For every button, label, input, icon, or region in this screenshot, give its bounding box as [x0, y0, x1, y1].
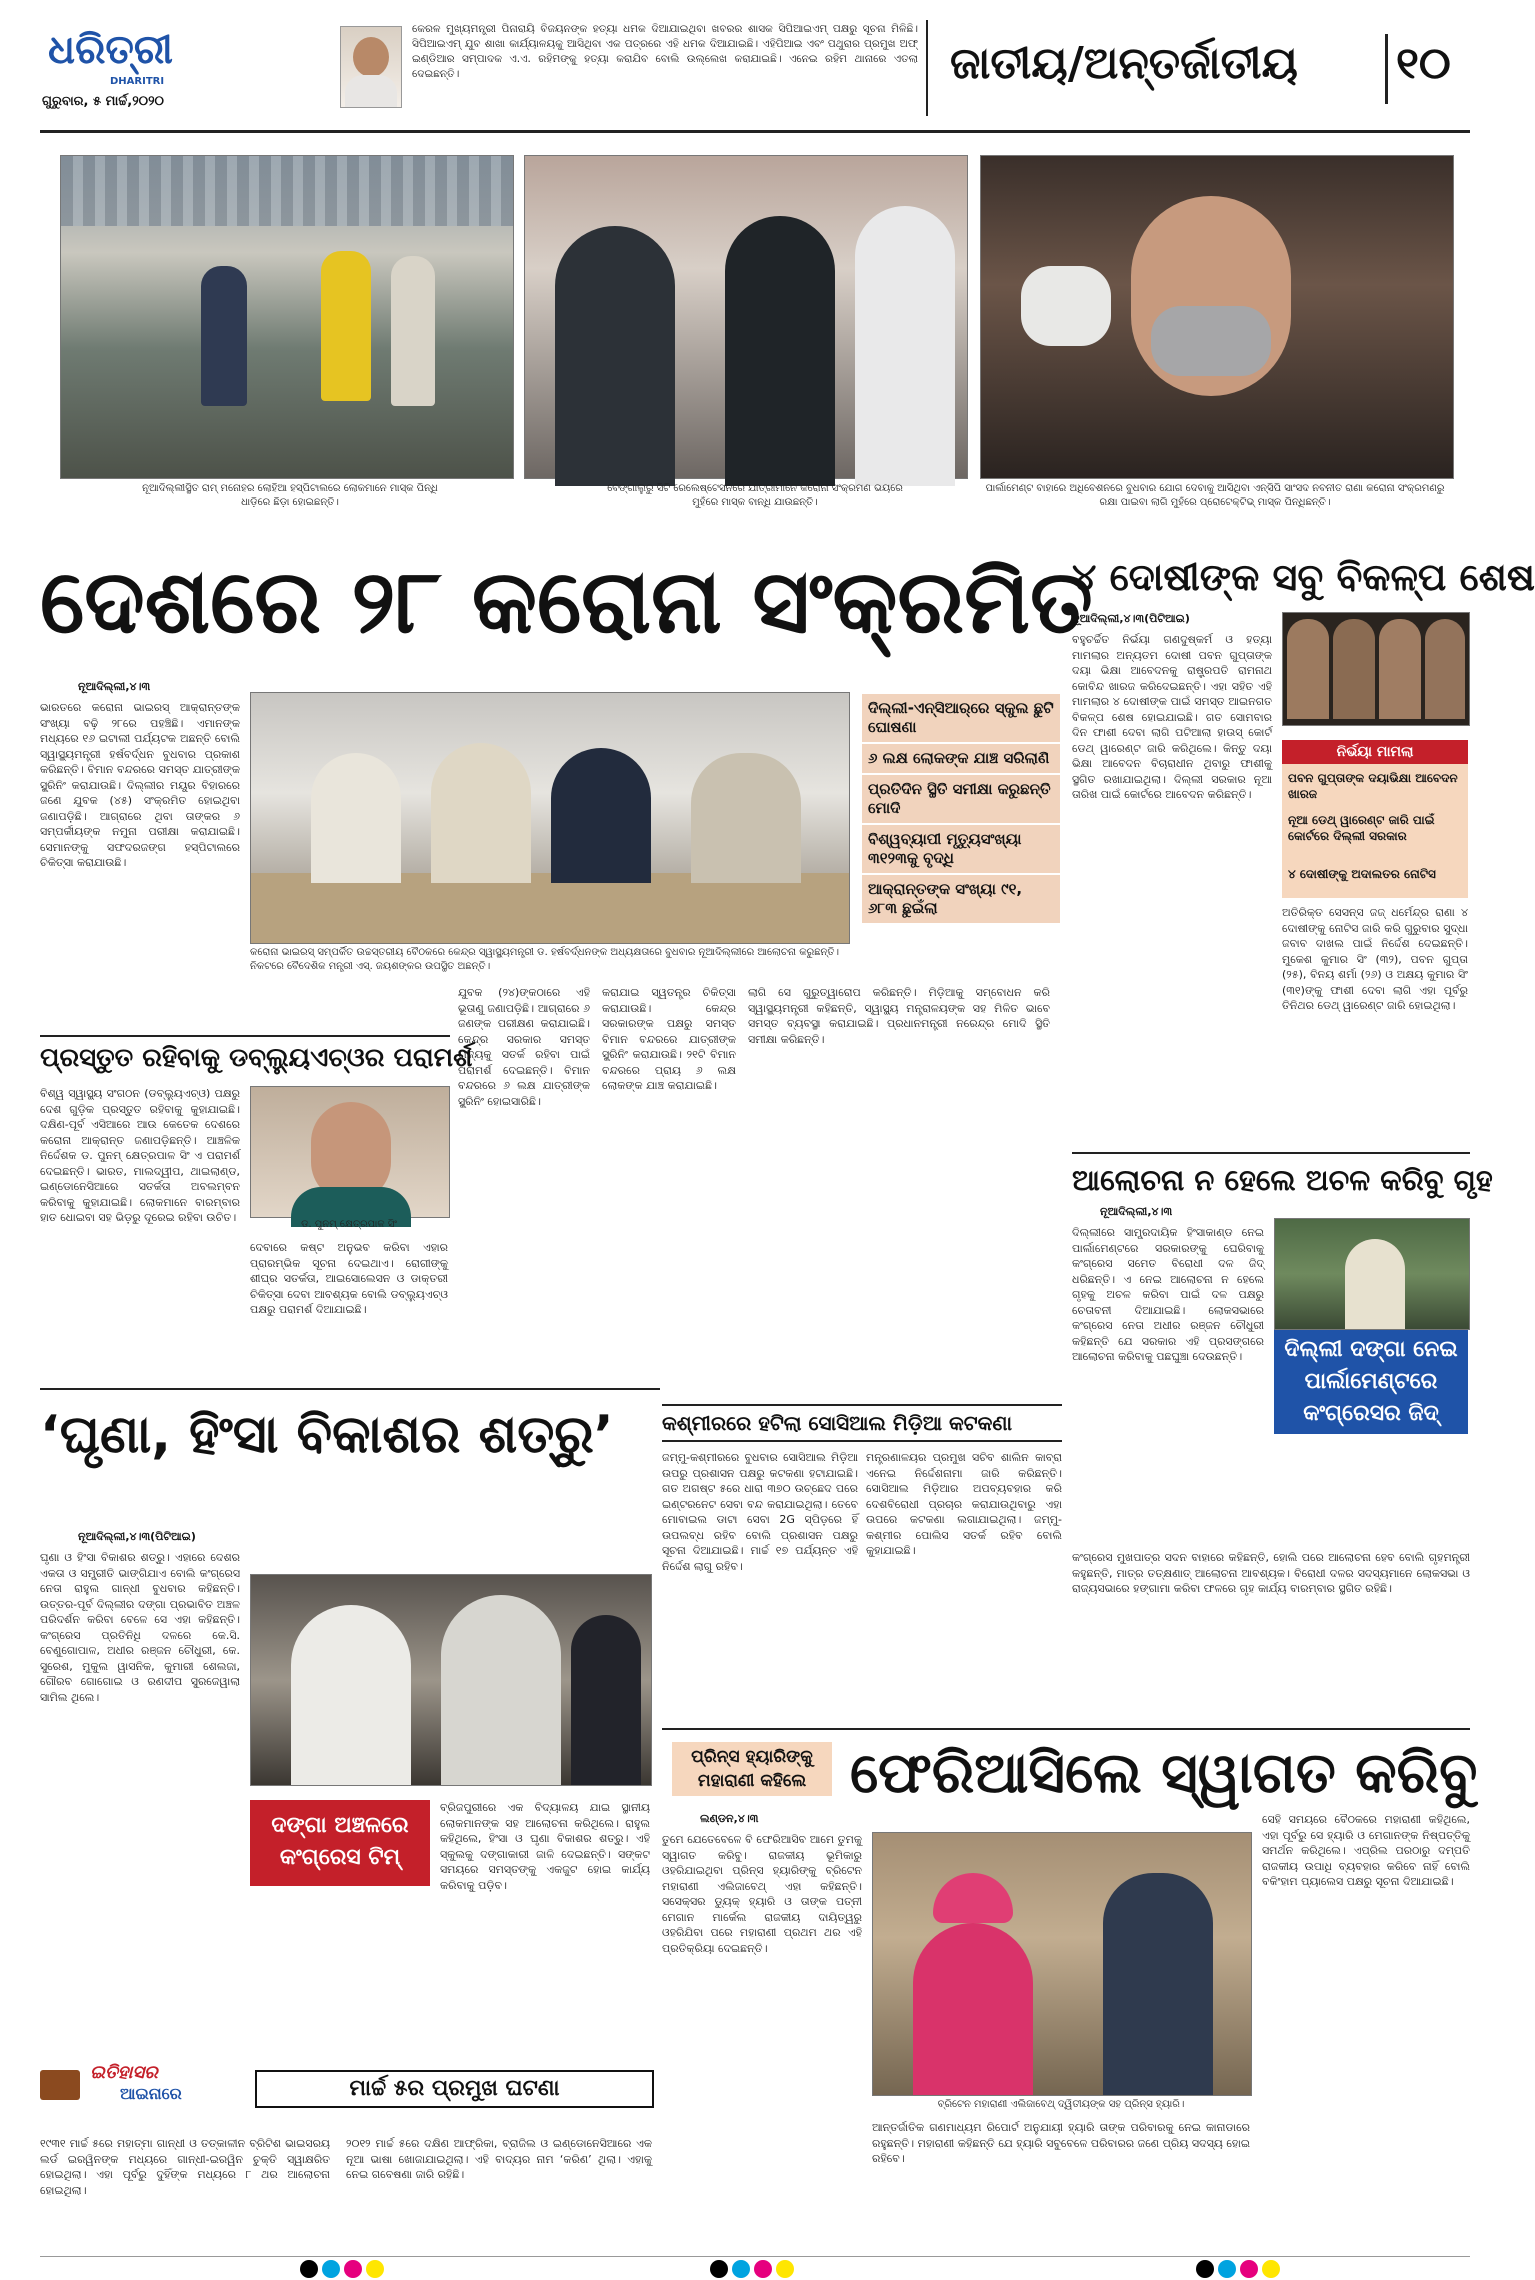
kashmir-body-2: ମନ୍ତ୍ରଣାଳୟର ପ୍ରମୁଖ ସଚିବ ଶାଲିନ କାବ୍ରା ଏନେଇ ନିର୍ଦ୍ଦେଶନାମା ଜାରି କରିଛନ୍ତି। ସୋସିଆଲ ମିଡ଼ିଆର ଅପବ୍ୟବହାର କରି ଦେଶବିରୋଧୀ ପ୍ରଚାର କରାଯାଉଥିବାରୁ ଏହା ଉପରେ କଟକଣା ଲଗାଯାଇଥିଲା। ଜମ୍ମୁ-କଶ୍ମୀର ପୋଲିସ ସତର୍କ ରହିବ ବୋଲି କୁହାଯାଇଛି। [866, 1451, 1062, 1557]
kashmir-headline: କଶ୍ମୀରରେ ହଟିଲା ସୋସିଆଲ ମିଡ଼ିଆ କଟକଣା [662, 1404, 1062, 1442]
harry-body: ତୁମେ ଯେତେବେଳେ ବି ଫେରିଆସିବ ଆମେ ତୁମକୁ ସ୍ୱାଗତ କରିବୁ। ରାଜକୀୟ ଭୂମିକାରୁ ଓହରିଯାଇଥିବା ପ୍ରିନ୍ସ ହ୍ୟାରିଙ୍କୁ ବ୍ରିଟେନ ମହାରାଣୀ ଏଲିଜାବେଥ୍ ଏହା କହିଛନ୍ତି। ସସେକ୍ସର ଡ୍ୟୁକ୍ ହ୍ୟାରି ଓ ତାଙ୍କ ପତ୍ନୀ ମେଗାନ ମାର୍କେଲ ରାଜକୀୟ ଦାୟିତ୍ୱରୁ ଓହରିଯିବା ପରେ ମହାରାଣୀ ପ୍ରଥମ ଥର ଏହି ପ୍ରତିକ୍ରିୟା ଦେଇଛନ୍ତି। [662, 1833, 862, 1955]
who-headline: ପ୍ରସ୍ତୁତ ରହିବାକୁ ଡବ୍ଲ୍ୟୁଏଚ୍‌ଓର ପରାମର୍ଶ [40, 1043, 473, 1073]
history-title: ମାର୍ଚ୍ଚ ୫ର ପ୍ରମୁଖ ଘଟଣା [255, 2070, 654, 2108]
highlight-2: ୬ ଲକ୍ଷ ଲୋକଙ୍କ ଯାଞ୍ଚ ସରିଲାଣି [862, 744, 1060, 775]
photo-caption-3: ପାର୍ଲାମେଣ୍ଟ ବାହାରେ ଅଧିବେଶନରେ ବୁଧବାର ଯୋଗ ଦେବାକୁ ଆସିଥିବା ଏନ୍‌ସିପି ସାଂସଦ ନବନୀତ ରାଣା କରୋନା ସଂକ୍ରମଣରୁ ରକ୍ଷା ପାଇବା ଲାଗି ମୁହଁରେ ପ୍ରୋଟେକ୍ଟିଭ୍ ମାସ୍କ ପିନ୍ଧିଛନ୍ତି। [985, 483, 1445, 508]
page-number: ୧୦ [1396, 38, 1451, 89]
hate-photo [250, 1574, 652, 1786]
history-banner [40, 2062, 652, 2108]
harry-photo-caption: ବ୍ରିଟେନ ମହାରାଣୀ ଏଲିଜାବେଥ୍ ଦ୍ୱିତୀୟଙ୍କ ସହ ପ୍ରିନ୍ସ ହ୍ୟାରି। [937, 2099, 1185, 2110]
who-body-2: ଦେବାରେ କଷ୍ଟ ଅନୁଭବ କରିବା ଏହାର ପ୍ରାରମ୍ଭିକ ସୂଚନା ଦେଇଥାଏ। ରୋଗୀଙ୍କୁ ଶୀଘ୍ର ସତର୍କତା, ଆଇସୋଲେସନ ଓ ଡାକ୍ତରୀ ଚିକିତ୍ସା ଦେବା ଆବଶ୍ୟକ ବୋଲି ଡବ୍ଲ୍ୟୁଏଚ୍‌ଓ ପକ୍ଷରୁ ପରାମର୍ଶ ଦିଆଯାଇଛି। [250, 1241, 448, 1316]
issue-date: ଗୁରୁବାର, ୫ ମାର୍ଚ୍ଚ,୨୦୨୦ [42, 94, 164, 109]
lead-col-3: କରାଯାଇ ସ୍ୱତନ୍ତ୍ର ଚିକିତ୍ସା କରାଯାଉଛି। କେନ୍ଦ୍ର ସରକାରଙ୍କ ପକ୍ଷରୁ ସମସ୍ତ ବିମାନ ବନ୍ଦରରେ ଯାତ୍ରୀଙ୍କ ସ୍କ୍ରିନିଂ କରାଯାଉଛି। ୨୧ଟି ବିମାନ ବନ୍ଦରରେ ପ୍ରାୟ ୬ ଲକ୍ଷ ଲୋକଙ୍କ ଯାଞ୍ଚ କରାଯାଇଛି। [602, 986, 736, 1092]
convict-photos [1282, 612, 1470, 726]
who-body: ବିଶ୍ୱ ସ୍ୱାସ୍ଥ୍ୟ ସଂଗଠନ (ଡବ୍ଲ୍ୟୁଏଚ୍‌ଓ) ପକ୍ଷରୁ ଦେଶ ଗୁଡ଼ିକ ପ୍ରସ୍ତୁତ ରହିବାକୁ କୁହାଯାଇଛି। ଦକ୍ଷିଣ-ପୂର୍ବ ଏସିଆରେ ଆଉ କେତେକ ଦେଶରେ କରୋନା ଆକ୍ରାନ୍ତ ଜଣାପଡ଼ିଛନ୍ତି। ଆଞ୍ଚଳିକ ନିର୍ଦ୍ଦେଶକ ଡ. ପୁନମ୍ କ୍ଷେତ୍ରପାଳ ସିଂ ଏ ପରାମର୍ଶ ଦେଇଛନ୍ତି। ଭାରତ, ମାଲଦ୍ୱୀପ, ଥାଇଲାଣ୍ଡ, ଇଣ୍ଡୋନେସିଆରେ ସତର୍କତା ଅବଲମ୍ବନ କରିବାକୁ କୁହାଯାଇଛି। ଲୋକମାନେ ବାରମ୍ବାର ହାତ ଧୋଇବା ସହ ଭିଡ଼ରୁ ଦୂରେଇ ରହିବା ଉଚିତ। [40, 1087, 240, 1224]
history-item-1: ୧୯୩୧ ମାର୍ଚ୍ଚ ୫ରେ ମହାତ୍ମା ଗାନ୍ଧୀ ଓ ତତ୍କାଳୀନ ବ୍ରିଟିଶ ଭାଇସରୟ ଲର୍ଡ ଇରୱିନଙ୍କ ମଧ୍ୟରେ ଗାନ୍ଧୀ-ଇରୱିନ ଚୁକ୍ତି ସ୍ୱାକ୍ଷରିତ ହୋଇଥିଲା। ଏହା ପୂର୍ବରୁ ଦୁହିଁଙ୍କ ମଧ୍ୟରେ ୮ ଥର ଆଲୋଚନା ହୋଇଥିଲା। [40, 2137, 330, 2197]
nirbhaya-box [1282, 740, 1468, 898]
photo-caption-1: ନୂଆଦିଲ୍ଲୀସ୍ଥିତ ରାମ୍ ମନୋହର ଲୋହିଆ ହସ୍ପିଟାଲରେ ଲୋକମାନେ ମାସ୍କ ପିନ୍ଧି ଧାଡ଼ିରେ ଛିଡ଼ା ହୋଇଛନ୍ତି। [142, 483, 438, 508]
photo-hospital-queue [60, 155, 514, 479]
photo-mp-mask [980, 155, 1454, 479]
hate-headline: ‘ଘୃଣା, ହିଂସା ବିକାଶର ଶତ୍ରୁ’ [40, 1405, 614, 1465]
logo [40, 20, 200, 120]
hate-box: ଦଙ୍ଗା ଅଞ୍ଚଳରେ କଂଗ୍ରେସ ଟିମ୍ [250, 1800, 430, 1886]
harry-kicker: ପ୍ରିନ୍ସ ହ୍ୟାରିଙ୍କୁ ମହାରାଣୀ କହିଲେ [672, 1742, 832, 1796]
lead-headline: ଦେଶରେ ୨୮ କରୋନା ସଂକ୍ରମିତ [40, 550, 1093, 653]
nirbhaya-box-item-3: ୪ ଦୋଷୀଙ୍କୁ ଅଦାଲତର ନୋଟିସ [1288, 867, 1436, 881]
history-item-2: ୨୦୧୨ ମାର୍ଚ୍ଚ ୫ରେ ଦକ୍ଷିଣ ଆଫ୍ରିକା, ବ୍ରାଜିଲ ଓ ଇଣ୍ଡୋନେସିଆରେ ଏକ ନୂଆ ଭାଷା ଖୋଜାଯାଇଥିଲା। ଏହି ବାଦ୍ୟର ନାମ ‘କରିଣ’ ଥିଲା। ଏହାକୁ ନେଇ ଗବେଷଣା ଜାରି ରହିଛି। [346, 2137, 652, 2181]
lead-col-4: ଲାଗି ସେ ଗୁରୁତ୍ୱାରୋପ କରିଛନ୍ତି। ମିଡ଼ିଆକୁ ସମ୍ବୋଧନ କରି ସ୍ୱାସ୍ଥ୍ୟମନ୍ତ୍ରୀ କହିଛନ୍ତି, ସ୍ୱାସ୍ଥ୍ୟ ମନ୍ତ୍ରାଳୟଙ୍କ ସହ ମିଳିତ ଭାବେ ସମସ୍ତ ବ୍ୟବସ୍ଥା କରାଯାଇଛି। ପ୍ରଧାନମନ୍ତ୍ରୀ ନରେନ୍ଦ୍ର ମୋଦି ସ୍ଥିତି ସମୀକ୍ଷା କରିଛନ୍ତି। [748, 986, 1050, 1046]
lead-col-1: ଭାରତରେ କରୋନା ଭାଇରସ୍ ଆକ୍ରାନ୍ତଙ୍କ ସଂଖ୍ୟା ବଢ଼ି ୨୮ରେ ପହଞ୍ଚିଛି। ଏମାନଙ୍କ ମଧ୍ୟରେ ୧୬ ଇଟାଲୀ ପର୍ଯ୍ୟଟକ ଅଛନ୍ତି ବୋଲି ସ୍ୱାସ୍ଥ୍ୟମନ୍ତ୍ରୀ ହର୍ଷବର୍ଦ୍ଧନ ବୁଧବାର ପ୍ରକାଶ କରିଛନ୍ତି। ବିମାନ ବନ୍ଦରରେ ସମସ୍ତ ଯାତ୍ରୀଙ୍କ ସ୍କ୍ରିନିଂ କରାଯାଉଛି। ଦିଲ୍ଲୀର ମୟୂର ବିହାରରେ ଜଣେ ଯୁବକ (୪୫) ସଂକ୍ରମିତ ହୋଇଥିବା ଜଣାପଡ଼ିଛି। ଆଗ୍ରାରେ ଥିବା ତାଙ୍କର ୬ ସମ୍ପର୍କୀୟଙ୍କ ନମୁନା ପରୀକ୍ଷା କରାଯାଇଛି। ସେମାନଙ୍କୁ ସଫଦରଜଙ୍ଗ ହସ୍ପିଟାଲରେ ଚିକିତ୍ସା କରାଯାଉଛି। [40, 701, 240, 869]
house-body-2: କଂଗ୍ରେସ ମୁଖପାତ୍ର ସଦନ ବାହାରେ କହିଛନ୍ତି, ହୋଲି ପରେ ଆଲୋଚନା ହେବ ବୋଲି ଗୃହମନ୍ତ୍ରୀ କହୁଛନ୍ତି, ମାତ୍ର ତତ୍‌କ୍ଷଣାତ୍ ଆଲୋଚନା ଆବଶ୍ୟକ। ବିରୋଧୀ ଦଳର ସଦସ୍ୟମାନେ ଲୋକସଭା ଓ ରାଜ୍ୟସଭାରେ ହଙ୍ଗାମା କରିବା ଫଳରେ ଗୃହ କାର୍ଯ୍ୟ ବାରମ୍ବାର ସ୍ଥଗିତ ରହିଛି। [1072, 1551, 1470, 1595]
convict-body: ବହୁଚର୍ଚ୍ଚିତ ନିର୍ଭୟା ଗଣଦୁଷ୍କର୍ମ ଓ ହତ୍ୟା ମାମଲାର ଅନ୍ୟତମ ଦୋଷୀ ପବନ ଗୁପ୍ତାଙ୍କ ଦୟା ଭିକ୍ଷା ଆବେଦନକୁ ରାଷ୍ଟ୍ରପତି ରାମନାଥ କୋବିନ୍ଦ ଖାରଜ କରିଦେଇଛନ୍ତି। ଏହା ସହିତ ଏହି ମାମଲାର ୪ ଦୋଷୀଙ୍କ ପାଇଁ ସମସ୍ତ ଆଇନଗତ ବିକଳ୍ପ ଶେଷ ହୋଇଯାଇଛି। ଗତ ସୋମବାର ଦିନ ଫାଶୀ ଦେବା ଲାଗି ପଟିଆଲା ହାଉସ୍ କୋର୍ଟ ଡେଥ୍ ୱାରେଣ୍ଟ ଜାରି କରିଥିଲେ। କିନ୍ତୁ ଦୟା ଭିକ୍ଷା ଆବେଦନ ବିଚାରାଧୀନ ଥିବାରୁ ଫାଶୀକୁ ସ୍ଥଗିତ ରଖାଯାଇଥିଲା। ଦିଲ୍ଲୀ ସରକାର ନୂଆ ତାରିଖ ପାଇଁ କୋର୍ଟରେ ଆବେଦନ କରିଛନ୍ତି। [1072, 633, 1272, 801]
harry-headline: ଫେରିଆସିଲେ ସ୍ୱାଗତ କରିବୁ [850, 1741, 1478, 1806]
book-icon [40, 2070, 80, 2100]
hate-body-2: ବ୍ରିଜପୁରୀରେ ଏକ ବିଦ୍ୟାଳୟ ଯାଇ ସ୍ଥାନୀୟ ଲୋକମାନଙ୍କ ସହ ଆଲୋଚନା କରିଥିଲେ। ରାହୁଲ କହିଥିଲେ, ହିଂସା ଓ ଘୃଣା ବିକାଶର ଶତ୍ରୁ। ଏହି ସ୍କୁଲକୁ ଦଙ୍ଗାକାରୀ ଜାଳି ଦେଇଛନ୍ତି। ସଙ୍କଟ ସମୟରେ ସମସ୍ତଙ୍କୁ ଏକଜୁଟ ହୋଇ କାର୍ଯ୍ୟ କରିବାକୁ ପଡ଼ିବ। [440, 1801, 650, 1892]
convict-headline: ୪ ଦୋଷୀଙ୍କ ସବୁ ବିକଳ୍ପ ଶେଷ [1072, 555, 1535, 599]
masthead [40, 20, 1470, 120]
photo-railway-station [524, 155, 968, 479]
convict-dateline: ନୂଆଦିଲ୍ଲୀ,୪।୩(ପିଟିଆଇ) [1072, 612, 1190, 625]
house-body: ଦିଲ୍ଲୀରେ ସାମ୍ପ୍ରଦାୟିକ ହିଂସାକାଣ୍ଡ ନେଇ ପାର୍ଲାମେଣ୍ଟରେ ସରକାରଙ୍କୁ ଘେରିବାକୁ କଂଗ୍ରେସ ସମେତ ବିରୋଧୀ ଦଳ ଜିଦ୍ ଧରିଛନ୍ତି। ଏ ନେଇ ଆଲୋଚନା ନ ହେଲେ ଗୃହକୁ ଅଚଳ କରିବା ପାଇଁ ଦଳ ପକ୍ଷରୁ ଚେତାବନୀ ଦିଆଯାଇଛି। ଲୋକସଭାରେ କଂଗ୍ରେସ ନେତା ଅଧୀର ରଞ୍ଜନ ଚୌଧୁରୀ କହିଛନ୍ତି ଯେ ସରକାର ଏହି ପ୍ରସଙ୍ଗରେ ଆଲୋଚନା କରିବାକୁ ପଛଘୁଞ୍ଚା ଦେଉଛନ୍ତି। [1072, 1226, 1264, 1363]
section-title: ଜାତୀୟ/ଅନ୍ତର୍ଜାତୀୟ [950, 38, 1298, 89]
highlight-4: ବିଶ୍ୱବ୍ୟାପୀ ମୃତ୍ୟୁସଂଖ୍ୟା ୩୧୨୩କୁ ବୃଦ୍ଧି [862, 825, 1060, 875]
harry-body-2: ଆନ୍ତର୍ଜାତିକ ଗଣମାଧ୍ୟମ ରିପୋର୍ଟ ଅନୁଯାୟୀ ହ୍ୟାରି ତାଙ୍କ ପରିବାରକୁ ନେଇ କାନାଡାରେ ରହୁଛନ୍ତି। ମହାରାଣୀ କହିଛନ୍ତି ଯେ ହ୍ୟାରି ସବୁବେଳେ ପରିବାରର ଜଣେ ପ୍ରିୟ ସଦସ୍ୟ ହୋଇ ରହିବେ। [872, 2121, 1250, 2165]
harry-photo [872, 1832, 1252, 2096]
who-photo [250, 1086, 450, 1218]
history-label-bottom: ଆଇନାରେ [120, 2084, 182, 2103]
logo-subtext: DHARITRI [110, 76, 165, 87]
lead-col-2: ଯୁବକ (୨୪)ଙ୍କଠାରେ ଏହି ଭୂତାଣୁ ଜଣାପଡ଼ିଛି। ଆଗ୍ରାରେ ୬ ଜଣଙ୍କ ପରୀକ୍ଷଣ କରାଯାଇଛି। କେନ୍ଦ୍ର ସରକାର ସମସ୍ତ ରାଜ୍ୟକୁ ସତର୍କ ରହିବା ପାଇଁ ପରାମର୍ଶ ଦେଇଛନ୍ତି। ବିମାନ ବନ୍ଦରରେ ୬ ଲକ୍ଷ ଯାତ୍ରୀଙ୍କ ସ୍କ୍ରିନିଂ ହୋଇସାରିଛି। [458, 986, 590, 1108]
history-label-top: ଇତିହାସର [90, 2062, 158, 2083]
lead-highlights [862, 694, 1060, 925]
nirbhaya-box-item-2: ନୂଆ ଡେଥ୍ ୱାରେଣ୍ଟ ଜାରି ପାଇଁ କୋର୍ଟରେ ଦିଲ୍ଲୀ ସରକାର [1288, 813, 1435, 843]
convict-body-2: ଅତିରିକ୍ତ ସେସନ୍ସ ଜଜ୍ ଧର୍ମେନ୍ଦ୍ର ରାଣା ୪ ଦୋଷୀଙ୍କୁ ନୋଟିସ ଜାରି କରି ଗୁରୁବାର ସୁଦ୍ଧା ଜବାବ ଦାଖଲ ପାଇଁ ନିର୍ଦ୍ଦେଶ ଦେଇଛନ୍ତି। ମୁକେଶ କୁମାର ସିଂ (୩୨), ପବନ ଗୁପ୍ତା (୨୫), ବିନୟ ଶର୍ମା (୨୬) ଓ ଅକ୍ଷୟ କୁମାର ସିଂ (୩୧)ଙ୍କୁ ଫାଶୀ ଦେବା ଲାଗି ଏହା ପୂର୍ବରୁ ତିନିଥର ଡେଥ୍ ୱାରେଣ୍ଟ ଜାରି ହୋଇଥିଲା। [1282, 906, 1468, 1012]
kashmir-body: ଜମ୍ମୁ-କଶ୍ମୀରରେ ବୁଧବାର ସୋସିଆଲ ମିଡ଼ିଆ ଉପରୁ ପ୍ରଶାସନ ପକ୍ଷରୁ କଟକଣା ହଟାଯାଇଛି। ଗତ ଅଗଷ୍ଟ ୫ରେ ଧାରା ୩୭୦ ଉଚ୍ଛେଦ ପରେ ଇଣ୍ଟରନେଟ ସେବା ବନ୍ଦ କରାଯାଇଥିଲା। ତେବେ ମୋବାଇଲ ଡାଟା ସେବା 2G ସ୍ପିଡ଼ରେ ହିଁ ଉପଲବ୍ଧ ରହିବ ବୋଲି ପ୍ରଶାସନ ପକ୍ଷରୁ ସୂଚନା ଦିଆଯାଇଛି। ମାର୍ଚ୍ଚ ୧୭ ପର୍ଯ୍ୟନ୍ତ ଏହି ନିର୍ଦ୍ଦେଶ ଲାଗୁ ରହିବ। [662, 1451, 858, 1573]
brief-photo [340, 26, 402, 108]
harry-dateline: ଲଣ୍ଡନ,୪।୩ [700, 1812, 759, 1825]
print-marks [0, 2258, 1500, 2280]
nirbhaya-box-title: ନିର୍ଭୟା ମାମଲା [1282, 740, 1468, 764]
brief-text: କେରଳ ମୁଖ୍ୟମନ୍ତ୍ରୀ ପିନାରାୟି ବିଜୟନଙ୍କ ହତ୍ୟା ଧମକ ଦିଆଯାଇଥିବା ଖବରର ଶାସକ ସିପିଆଇଏମ୍ ପକ୍ଷରୁ ସୂଚନା ମିଳିଛି। ସିପିଆଇଏମ୍ ଯୁବ ଶାଖା କାର୍ଯ୍ୟାଳୟକୁ ଆସିଥିବା ଏକ ପତ୍ରରେ ଏହି ଧମକ ଦିଆଯାଇଛି। ଏହିପିଆଇ ଏବଂ ପଥୁରାର ପ୍ରମୁଖ ଅଫ୍ ଇଣ୍ଡିଆର ସମ୍ପାଦକ ଏ.ଏ. ରହିମଙ୍କୁ ହତ୍ୟା କରାଯିବ ବୋଲି ଉଲ୍ଲେଖ କରାଯାଇଛି। ଏନେଇ ରହିମ ଥାନାରେ ଏତଲା ଦେଇଛନ୍ତି। [412, 23, 918, 80]
house-headline: ଆଲୋଚନା ନ ହେଲେ ଅଚଳ କରିବୁ ଗୃହ [1072, 1163, 1493, 1197]
hate-body: ଘୃଣା ଓ ହିଂସା ବିକାଶର ଶତ୍ରୁ। ଏହାରେ ଦେଶର ଏକତା ଓ ସମ୍ପ୍ରୀତି ଭାଙ୍ଗିଯାଏ ବୋଲି କଂଗ୍ରେସ ନେତା ରାହୁଲ ଗାନ୍ଧୀ ବୁଧବାର କହିଛନ୍ତି। ଉତ୍ତର-ପୂର୍ବ ଦିଲ୍ଲୀର ଦଙ୍ଗା ପ୍ରଭାବିତ ଅଞ୍ଚଳ ପରିଦର୍ଶନ କରିବା ବେଳେ ସେ ଏହା କହିଛନ୍ତି। କଂଗ୍ରେସ ପ୍ରତିନିଧି ଦଳରେ କେ.ସି. ବେଣୁଗୋପାଳ, ଅଧୀର ରଞ୍ଜନ ଚୌଧୁରୀ, କେ. ସୁରେଶ, ମୁକୁଲ ୱାସନିକ, କୁମାରୀ ଶେଲଜା, ଗୌରବ ଗୋଗୋଇ ଓ ରଣଦୀପ ସୁରଜେୱାଲା ସାମିଲ ଥିଲେ। [40, 1551, 240, 1704]
house-dateline: ନୂଆଦିଲ୍ଲୀ,୪।୩ [1100, 1205, 1173, 1218]
logo-text: ଧରିତ୍ରୀ [48, 26, 173, 73]
harry-body-3: ସେହି ସମୟରେ ବୈଠକରେ ମହାରାଣୀ କହିଥିଲେ, ଏହା ପୂର୍ବରୁ ସେ ହ୍ୟାରି ଓ ମେଗାନଙ୍କ ନିଷ୍ପତ୍ତିକୁ ସମର୍ଥନ କରିଥିଲେ। ଏପ୍ରିଲ ପରଠାରୁ ଦମ୍ପତି ରାଜକୀୟ ଉପାଧି ବ୍ୟବହାର କରିବେ ନାହିଁ ବୋଲି ବକିଂହାମ ପ୍ୟାଲେସ ପକ୍ଷରୁ ସୂଚନା ଦିଆଯାଇଛି। [1262, 1813, 1470, 1888]
nirbhaya-box-item-1: ପବନ ଗୁପ୍ତାଙ୍କ ଦୟାଭିକ୍ଷା ଆବେଦନ ଖାରଜ [1288, 771, 1458, 801]
lead-photo-meeting [250, 692, 850, 944]
house-box: ଦିଲ୍ଲୀ ଦଙ୍ଗା ନେଇ ପାର୍ଲାମେଣ୍ଟରେ କଂଗ୍ରେସର ଜିଦ୍ [1274, 1330, 1468, 1434]
lead-photo-caption: କରୋନା ଭାଇରସ୍ ସମ୍ପର୍କିତ ଉଚ୍ଚସ୍ତରୀୟ ବୈଠକରେ କେନ୍ଦ୍ର ସ୍ୱାସ୍ଥ୍ୟମନ୍ତ୍ରୀ ଡ. ହର୍ଷବର୍ଦ୍ଧନଙ୍କ ଅଧ୍ୟକ୍ଷତାରେ ବୁଧବାର ନୂଆଦିଲ୍ଲୀରେ ଆଲୋଚନା କରୁଛନ୍ତି। ନିକଟରେ ବୈଦେଶିକ ମନ୍ତ୍ରୀ ଏସ୍. ଜୟଶଙ୍କର ଉପସ୍ଥିତ ଅଛନ୍ତି। [250, 947, 840, 972]
photo-caption-2: ବେଙ୍ଗାଲୁରୁ ସିଟି ରେଲେଷ୍ଟେସନରେ ଯାତ୍ରୀମାନେ କରୋନା ସଂକ୍ରମଣ ଭୟରେ ମୁହଁରେ ମାସ୍କ ବାନ୍ଧି ଯାଉଛନ୍ତି। [607, 483, 903, 508]
highlight-5: ଆକ୍ରାନ୍ତଙ୍କ ସଂଖ୍ୟା ୯୧, ୬୮୩ ଛୁଇଁଲା [862, 875, 1060, 925]
hate-dateline: ନୂଆଦିଲ୍ଲୀ,୪।୩(ପିଟିଆଇ) [78, 1530, 196, 1543]
lead-dateline: ନୂଆଦିଲ୍ଲୀ,୪।୩ [78, 680, 151, 693]
highlight-3: ପ୍ରତିଦିନ ସ୍ଥିତି ସମୀକ୍ଷା କରୁଛନ୍ତି ମୋଦି [862, 775, 1060, 825]
house-photo [1274, 1218, 1470, 1330]
who-photo-caption: ଡ. ପୁନମ୍ କ୍ଷେତ୍ରପାଳ ସିଂ [301, 1219, 397, 1230]
highlight-1: ଦିଲ୍ଲୀ-ଏନ୍‌ସିଆର୍‌ରେ ସ୍କୁଲ ଛୁଟି ଘୋଷଣା [862, 694, 1060, 744]
